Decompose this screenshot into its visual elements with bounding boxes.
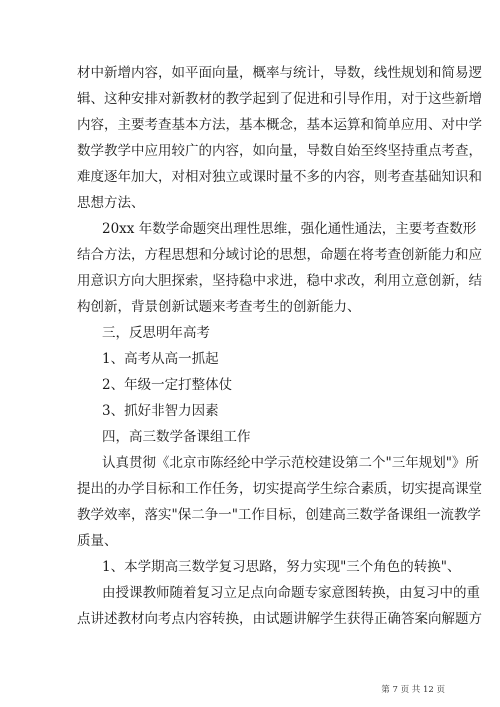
section-heading-3 — [77, 320, 423, 346]
paragraph-3 — [77, 450, 482, 554]
paragraph-5 — [77, 580, 482, 632]
text-line: 教学效率，落实"保二争一"工作目标，创建高三数学备课组一流教学 — [77, 507, 481, 523]
text-line: 构创新，背景创新试题来考查考生的创新能力、 — [77, 299, 361, 315]
list-item-text: 2、年级一定打整体仗 — [102, 377, 233, 393]
heading-text: 三，反思明年高考 — [102, 325, 210, 341]
list-item-text: 3、抓好非智力因素 — [102, 403, 219, 419]
text-line: 20xx 年数学命题突出理性思维，强化通性通法，主要考查数形 — [102, 221, 477, 237]
text-line: 点讲述教材向考点内容转换，由试题讲解学生获得正确答案向解题方 — [77, 611, 482, 627]
text-line: 辑、这种安排对新教材的教学起到了促进和引导作用，对于这些新增 — [77, 91, 482, 107]
list-item-2 — [77, 372, 423, 398]
text-line: 提出的办学目标和工作任务，切实提高学生综合素质，切实提高课堂 — [77, 481, 482, 497]
text-line: 1、本学期高三数学复习思路，努力实现"三个角色的转换"、 — [102, 559, 461, 575]
list-item-3 — [77, 398, 423, 424]
paragraph-4 — [77, 554, 461, 580]
text-line: 数学教学中应用较广的内容，如向量，导数自始至终坚持重点考查， — [77, 143, 482, 159]
text-line: 材中新增内容，如平面向量，概率与统计，导数，线性规划和简易逻 — [77, 65, 482, 81]
section-heading-4 — [77, 424, 423, 450]
list-item-text: 1、高考从高一抓起 — [102, 351, 219, 367]
paragraph-2 — [77, 216, 482, 320]
heading-text: 四，高三数学备课组工作 — [102, 429, 251, 445]
text-line: 由授课教师随着复习立足点向命题专家意图转换，由复习中的重 — [102, 585, 480, 601]
page-footer: 第 7 页 共 12 页 — [381, 685, 445, 695]
text-line: 难度逐年加大，对相对独立或课时量不多的内容，则考查基础知识和 — [77, 169, 482, 185]
text-line: 结合方法，方程思想和分域讨论的思想，命题在将考查创新能力和应 — [77, 247, 482, 263]
text-line: 质量、 — [77, 533, 118, 549]
paragraph-1 — [77, 60, 482, 216]
text-line: 用意识方向大胆探索，坚持稳中求进，稳中求改，利用立意创新，结 — [77, 273, 482, 289]
text-line: 认真贯彻《北京市陈经纶中学示范校建设第二个"三年规划"》所 — [102, 455, 479, 471]
text-line: 思想方法、 — [77, 195, 145, 211]
text-line: 内容，主要考查基本方法，基本概念，基本运算和简单应用、对中学 — [77, 117, 482, 133]
list-item-1 — [77, 346, 423, 372]
